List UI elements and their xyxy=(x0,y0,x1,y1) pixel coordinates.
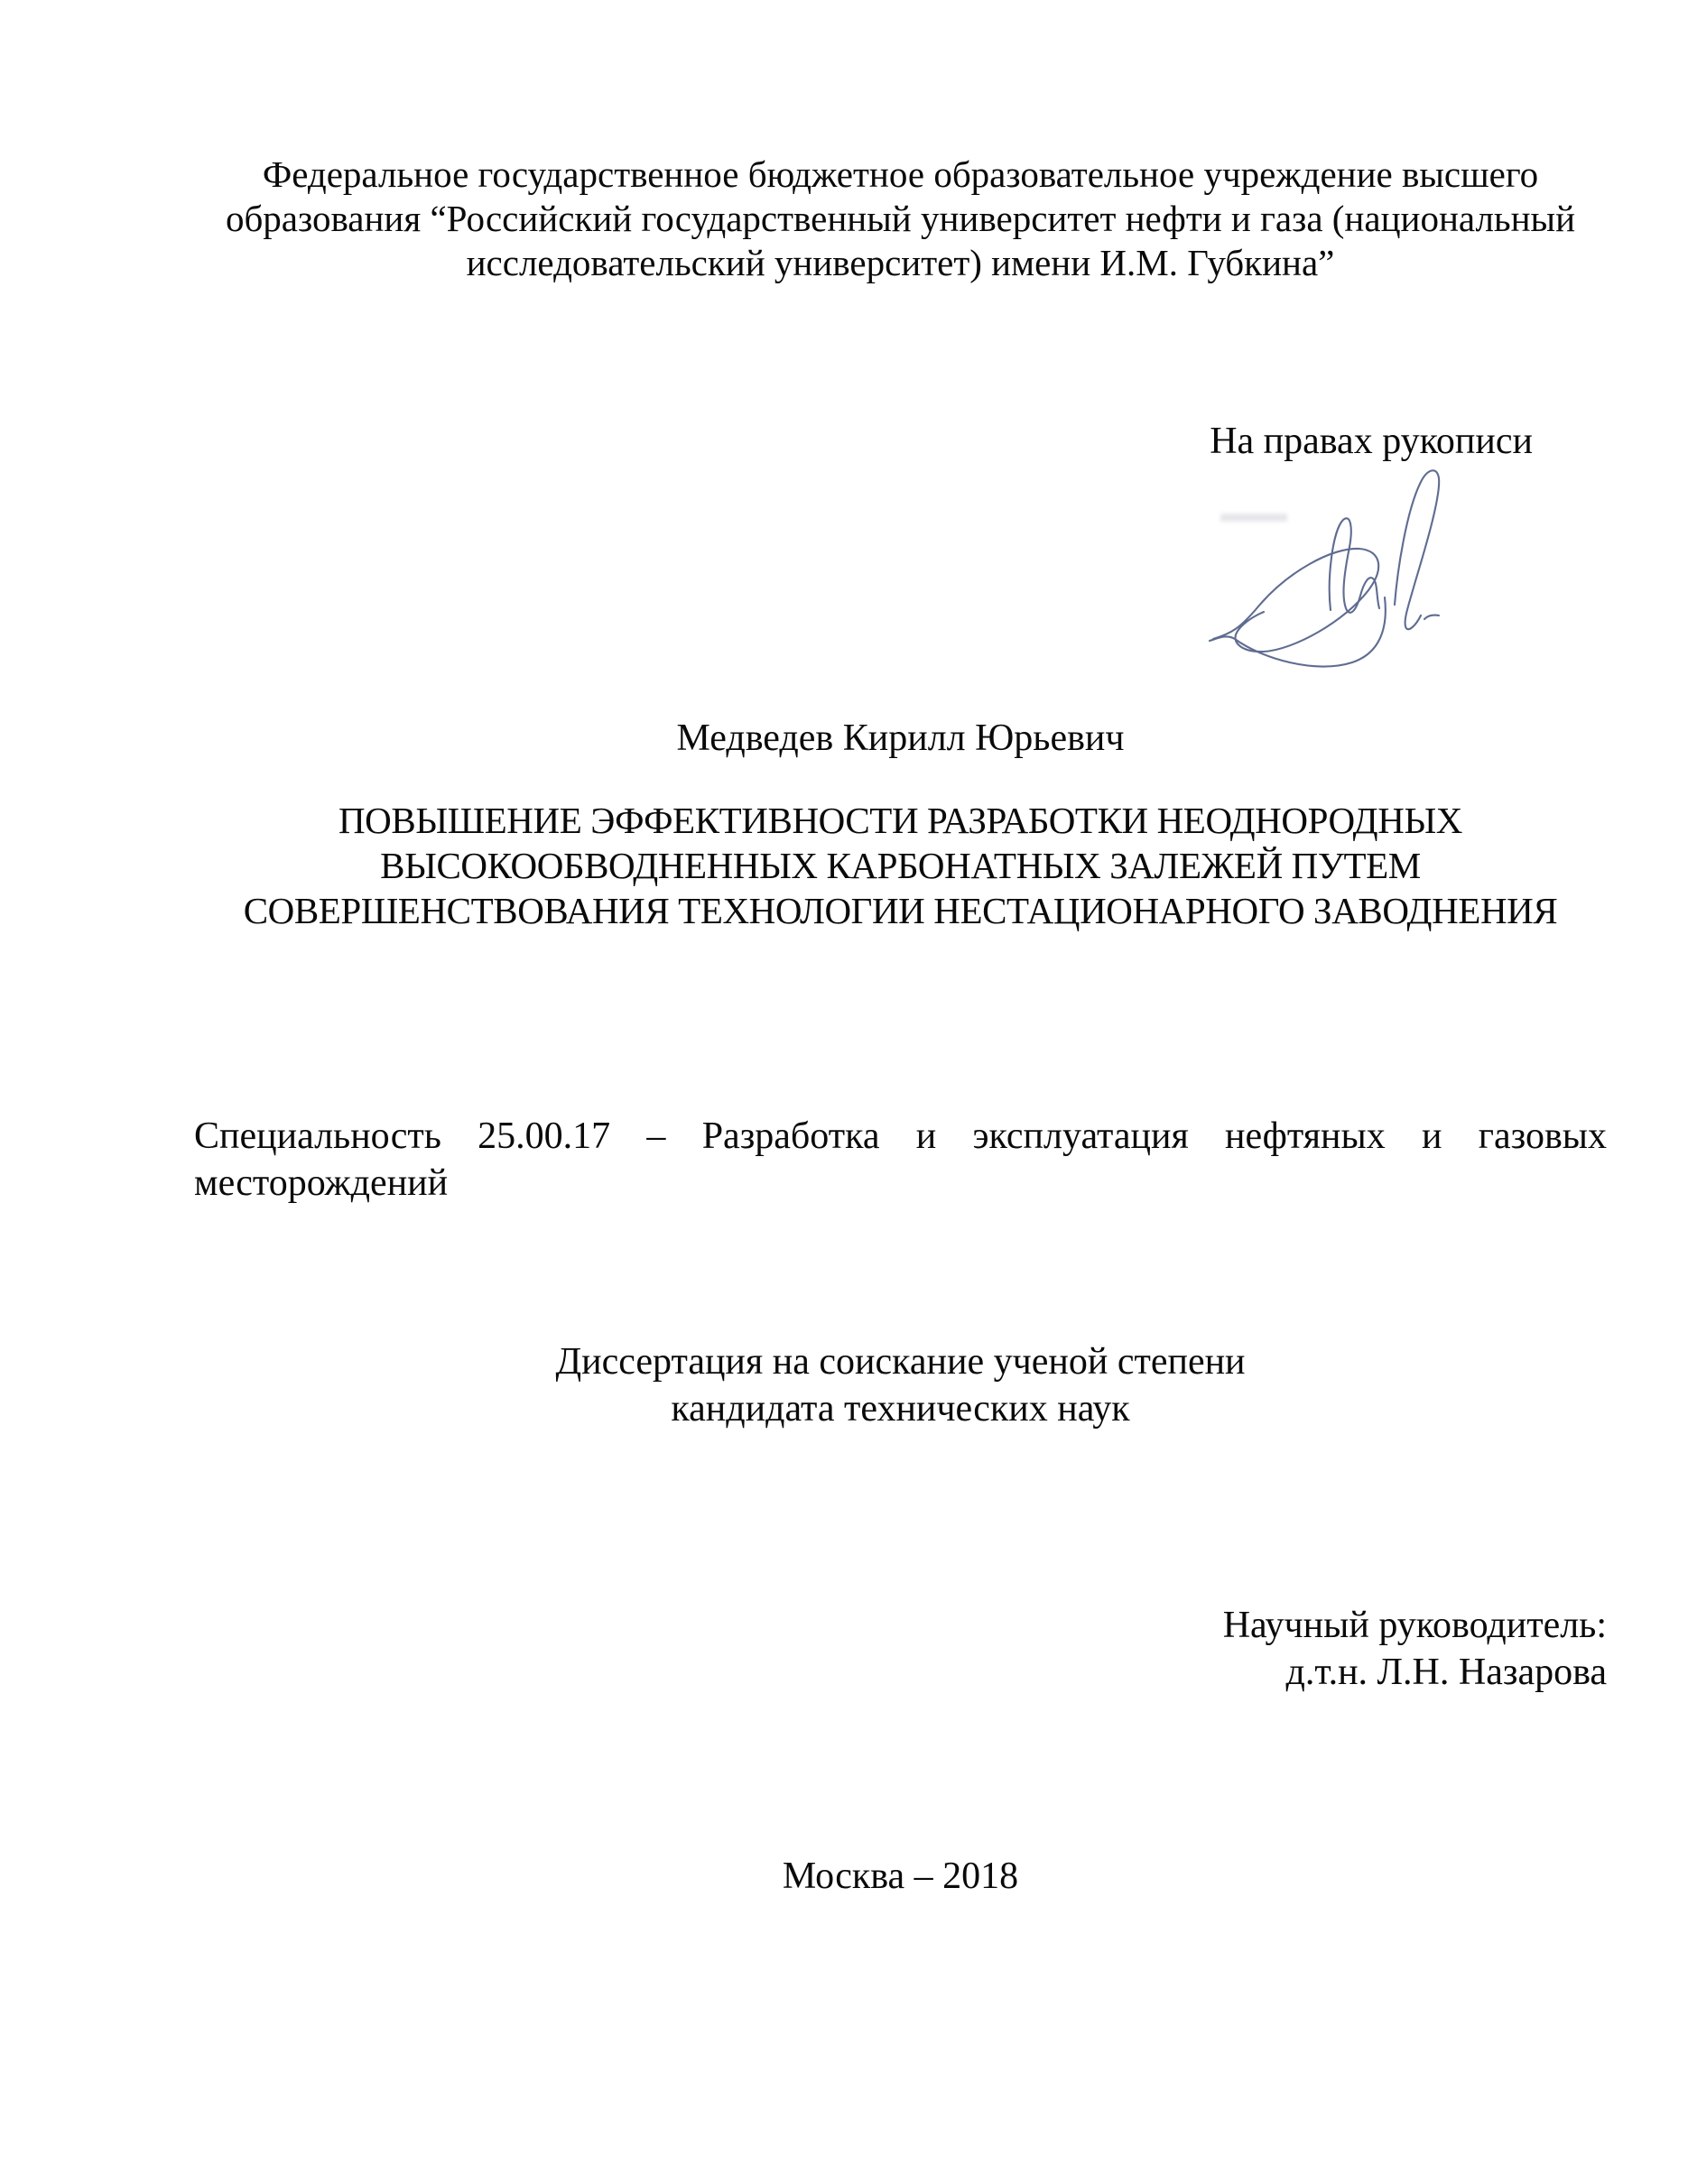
institution-line: Федеральное государственное бюджетное образовательное учреждение высшего xyxy=(262,153,1539,195)
institution-line: образования “Российский государственный университет нефти и газа (национальный xyxy=(225,198,1576,239)
dissertation-title-line: ВЫСОКООБВОДНЕННЫХ КАРБОНАТНЫХ ЗАЛЕЖЕЙ ПУТЕМ xyxy=(380,845,1421,886)
manuscript-rights-note: На правах рукописи xyxy=(1210,421,1533,462)
city-year: Москва – 2018 xyxy=(782,1855,1019,1897)
specialty-line-justified: Специальность 25.00.17 – Разработка и эксплуатация нефтяных и газовых xyxy=(194,1115,1607,1157)
handwritten-signature-image xyxy=(1208,462,1471,671)
supervisor-name: д.т.н. Л.Н. Назарова xyxy=(1285,1652,1607,1693)
thesis-type xyxy=(194,1338,1607,1432)
dissertation-title-line: ПОВЫШЕНИЕ ЭФФЕКТИВНОСТИ РАЗРАБОТКИ НЕОДНОРОДНЫХ xyxy=(338,800,1463,841)
signature-strokes xyxy=(1210,470,1439,666)
supervisor-block xyxy=(194,1602,1607,1696)
dissertation-title xyxy=(194,798,1607,933)
specialty-paragraph xyxy=(194,1113,1607,1207)
institution-line: исследовательский университет) имени И.М. Губкина” xyxy=(466,242,1335,283)
thesis-type-line: Диссертация на соискание ученой степени xyxy=(555,1341,1246,1383)
dissertation-title-line: СОВЕРШЕНСТВОВАНИЯ ТЕХНОЛОГИИ НЕСТАЦИОНАРНОГО ЗАВОДНЕНИЯ xyxy=(243,890,1558,931)
specialty-line-last: месторождений xyxy=(194,1162,449,1204)
supervisor-label: Научный руководитель: xyxy=(1222,1605,1607,1646)
thesis-type-line: кандидата технических наук xyxy=(671,1388,1130,1430)
author-name: Медведев Кирилл Юрьевич xyxy=(676,717,1125,759)
institution-header xyxy=(194,153,1607,285)
